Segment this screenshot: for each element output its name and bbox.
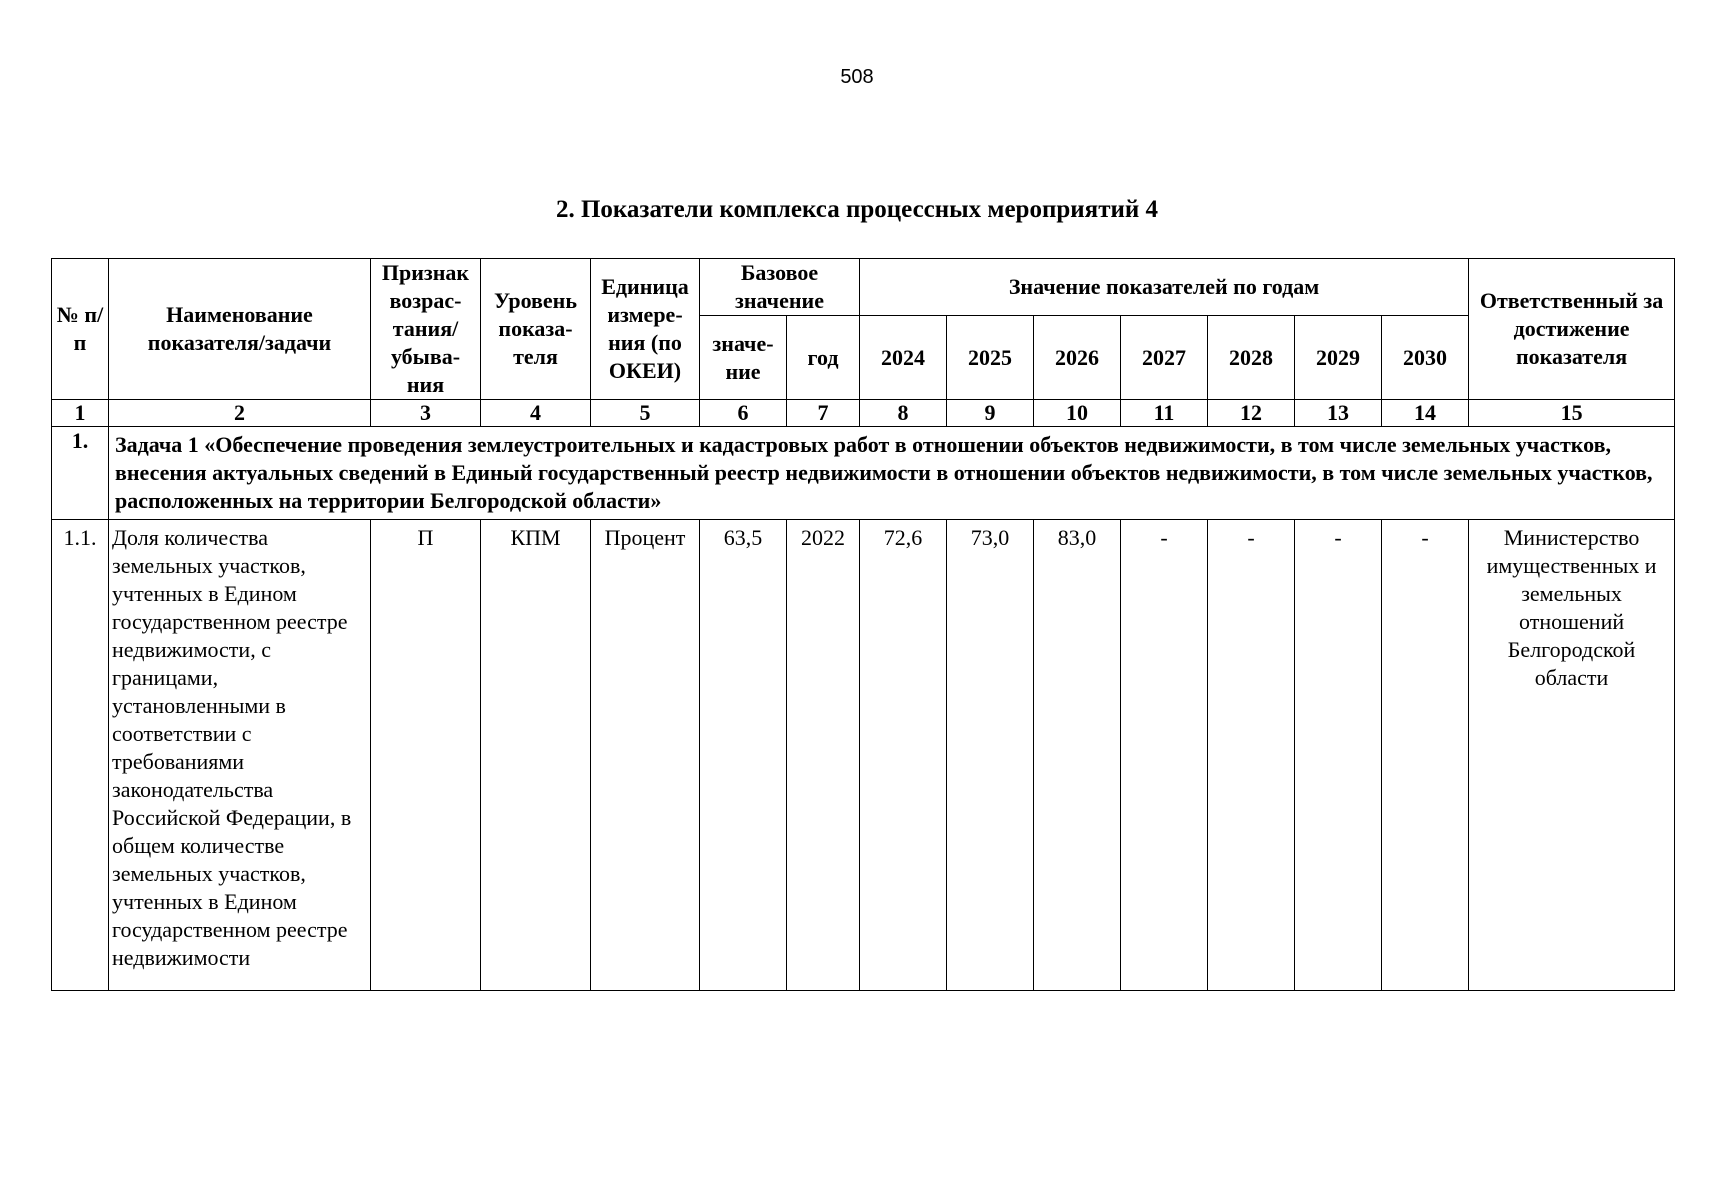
column-number: 13 — [1295, 400, 1382, 427]
task-text: Задача 1 «Обеспечение проведения землеустроительных и кадастровых работ в отношении объектов недвижимости, в том числе земельных участков, внесения актуальных сведений в Единый государственный реестр недвижимости в отношении объектов недвижимости, в том числе земельных участков, расположенных на территории Белгородской области» — [109, 427, 1675, 520]
column-number: 2 — [109, 400, 371, 427]
column-number: 1 — [52, 400, 109, 427]
row-unit: Процент — [591, 520, 700, 991]
row-responsible: Министерство имущественных и земельных отношений Белгородской области — [1469, 520, 1675, 991]
row-value-2026: 83,0 — [1034, 520, 1121, 991]
row-base-year: 2022 — [787, 520, 860, 991]
row-value-2027: - — [1121, 520, 1208, 991]
task-num: 1. — [52, 427, 109, 520]
header-year: 2028 — [1208, 316, 1295, 400]
column-number: 14 — [1382, 400, 1469, 427]
column-number: 15 — [1469, 400, 1675, 427]
column-number: 12 — [1208, 400, 1295, 427]
row-level: КПМ — [481, 520, 591, 991]
column-number: 5 — [591, 400, 700, 427]
indicators-table — [51, 258, 1675, 991]
column-number: 9 — [947, 400, 1034, 427]
header-year: 2024 — [860, 316, 947, 400]
column-numbers-row — [52, 400, 1675, 427]
header-year: 2025 — [947, 316, 1034, 400]
row-value-2029: - — [1295, 520, 1382, 991]
page-number: 508 — [840, 66, 874, 88]
header-base-value: значе-ние — [700, 316, 787, 400]
column-number: 8 — [860, 400, 947, 427]
page-title: 2. Показатели комплекса процессных мероприятий 4 — [555, 196, 1159, 223]
header-base: Базовое значение — [700, 259, 860, 316]
row-value-2025: 73,0 — [947, 520, 1034, 991]
header-level: Уровень показа-теля — [481, 259, 591, 400]
column-number: 11 — [1121, 400, 1208, 427]
row-num: 1.1. — [52, 520, 109, 991]
column-number: 3 — [371, 400, 481, 427]
header-year: 2029 — [1295, 316, 1382, 400]
row-value-2030: - — [1382, 520, 1469, 991]
header-year: 2026 — [1034, 316, 1121, 400]
header-sign: Признак возрас-тания/ убыва-ния — [371, 259, 481, 400]
header-name: Наименование показателя/задачи — [109, 259, 371, 400]
column-number: 7 — [787, 400, 860, 427]
column-number: 4 — [481, 400, 591, 427]
row-base-value: 63,5 — [700, 520, 787, 991]
column-number: 6 — [700, 400, 787, 427]
header-year: 2027 — [1121, 316, 1208, 400]
column-number: 10 — [1034, 400, 1121, 427]
header-responsible: Ответственный за достижение показателя — [1469, 259, 1675, 400]
row-value-2028: - — [1208, 520, 1295, 991]
header-base-year: год — [787, 316, 860, 400]
row-name: Доля количества земельных участков, учтенных в Едином государственном реестре недвижимости, с границами, установленными в соответствии с требованиями законодательства Российской Федерации, в общем количестве земельных участков, учтенных в Едином государственном реестре недвижимости — [109, 520, 371, 991]
row-value-2024: 72,6 — [860, 520, 947, 991]
row-sign: П — [371, 520, 481, 991]
table-row — [52, 520, 1675, 991]
task-row — [52, 427, 1675, 520]
header-year: 2030 — [1382, 316, 1469, 400]
header-num: № п/п — [52, 259, 109, 400]
header-values-by-year: Значение показателей по годам — [860, 259, 1469, 316]
header-unit: Единица измере-ния (по ОКЕИ) — [591, 259, 700, 400]
